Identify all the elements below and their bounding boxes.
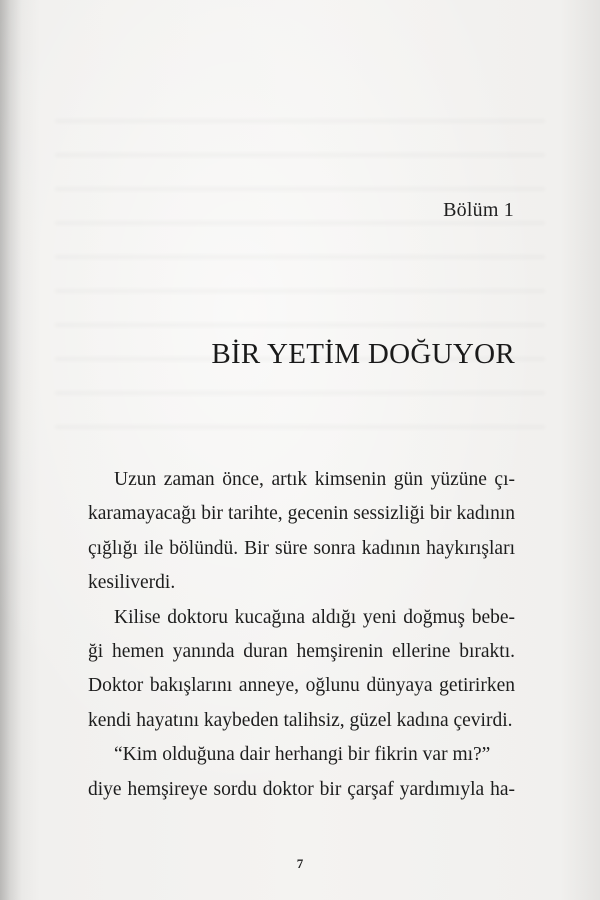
show-through-texture — [55, 120, 545, 450]
text-line: çığlığı ile bölündü. Bir süre sonra kadının haykırışları — [88, 537, 515, 559]
text-line: ği hemen yanında duran hemşirenin ellerine bıraktı. — [88, 641, 515, 663]
text-line: Doktor bakışlarını anneye, oğlunu dünyaya getirirken — [88, 675, 515, 697]
text-line: kesiliverdi. — [88, 572, 176, 594]
paragraph-1 — [88, 463, 515, 601]
page-number: 7 — [296, 856, 304, 871]
text-line: kendi hayatını kaybeden talihsiz, güzel kadına çevirdi. — [88, 709, 513, 731]
text-line: diye hemşireye sordu doktor bir çarşaf yardımıyla ha- — [88, 778, 515, 800]
text-line: Uzun zaman önce, artık kimsenin gün yüzüne çı- — [114, 469, 515, 490]
paragraph-3 — [88, 738, 515, 807]
text-line: Kilise doktoru kucağına aldığı yeni doğmuş bebe- — [114, 606, 515, 628]
text-line: “Kim olduğuna dair herhangi bir fikrin var mı?” — [114, 744, 491, 766]
chapter-number: Bölüm 1 — [443, 199, 514, 221]
binding-gutter-shadow — [0, 0, 22, 900]
paragraph-2 — [88, 601, 515, 739]
body-text — [88, 463, 515, 807]
chapter-title: BİR YETİM DOĞUYOR — [211, 338, 515, 370]
text-line: karamayacağı bir tarihte, gecenin sessizliği bir kadının — [88, 503, 515, 525]
